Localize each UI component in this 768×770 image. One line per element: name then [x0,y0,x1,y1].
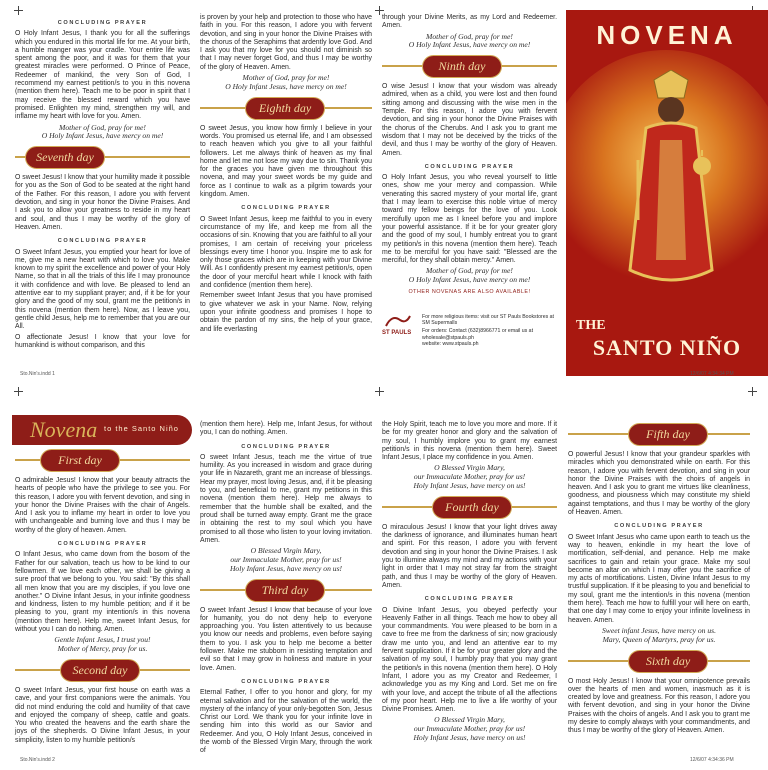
concluding-prayer-heading: CONCLUDING PRAYER [57,20,148,26]
prayer-paragraph: O Divine Infant Jesus, you obeyed perfectly your Heavenly Father in all things. Teach me how to obey all your commandments. You were pleased to be born in a cave to free me from the darkness of sin; now graciously draw me unto you, and lend an attentive ear to my fervent supplication. If it be for your greater glory and the salvation of my soul, I humbly pray that you may grant the petition/s in this novena (mention them here). O Holy Infant, I adore you as my Creator and Redeemer, I acknowledge you as my King and Lord. Set me on fire with your love, and accept the tribute of all the affections of my poor heart. Help me to live a life worthy of your Divine Promises. Amen. [382,606,557,714]
banner-subtitle: to the Santo Niño [104,424,179,433]
prayer-paragraph: O Holy Infant Jesus, I thank you for all the sufferings which you endured in this mortal life for me. At your birth, a humble manger was your cradle. Your entire life was spent among the poor, and it was for them that your greatest miracles were performed. O Prince of Peace, Redeemer of mankind, the very Son of God, I recommend my earnest petition/s to you in this novena (mention them here). Teach me to be poor in spirit that I may receive the blessed reward which you have promised. Enlighten my mind, strengthen my will, and inflame my heart with love for you. Amen. [15,30,190,121]
prayer-paragraph: O sweet Jesus, you know how firmly I believe in your words. You promised us eternal life, and I am obsessed to reach heaven which you give to all your faithful followers. Let me always think of heaven as my final home and let me not lose my way due to sin. Thank you for the graces you have given me throughout this novena, and may your sweet words be my guide and force as I continue to walk as a pilgrim towards your kingdom. Amen. [200,124,372,199]
prayer-paragraph: through your Divine Merits, as my Lord and Redeemer. Amen. [382,14,557,30]
text-column-1 [15,447,190,747]
day-label: First day [40,449,120,472]
prayer-paragraph: O sweet Infant Jesus, teach me the virtue of true humility. As you increased in wisdom and grace during your life in Nazareth, grant me an increase of blessings. Hear my prayer, most loving Jesus, and, if it be pleasing to you, and beneficial to me, grant my petitions in this novena (mention them here). Help me always to remember that the humble shall be exalted, and the proud shall be turned away empty. Grant me the grace in obtaining the rest to my soul which you have promised to all those who listen to your loving invitation. Amen. [200,453,372,544]
file-footer: Sto.Nin's.indd 2 [20,757,55,763]
prayer-paragraph: O powerful Jesus! I know that your grandeur sparkles with miracles which you demonstrated while on earth. For this reason, I adore you with fervent devotion, and sing in your honor the Divine Praises with the choirs of angels in heaven. And I ask you to grant me virtues like cleanliness, goodness, and piousness which may constitute my shield against temptations, and thus I may be worthy of the glory of Heaven. Amen. [568,451,750,517]
invocation: O Blessed Virgin Mary, [434,463,505,473]
file-footer: Sto.Nin's.indd 1 [20,371,55,377]
concluding-prayer-heading: CONCLUDING PRAYER [241,443,331,450]
invocation: O Blessed Virgin Mary, [434,715,505,725]
prayer-paragraph: O Sweet Infant Jesus, you emptied your heart for love of me, give me a new heart with which to love you. Make known to my spirit the excellence and power of your Holy Name, so that in all the trials of this life I may pronounce it with confidence and with love. Be pleased to lend an attentive ear to my suppliant prayer; and, if it be for your glory and the good of my soul, grant me the petition/s in this novena (mention them here). Now, as I leave you, gentle child Jesus, help me to remember that you are our All. [15,248,190,331]
text-column-4 [568,421,750,738]
novena-title-banner [12,415,192,445]
prayer-paragraph: O Sweet Infant Jesus, keep me faithful to you in every circumstance of my life, and keep me from all the occasions of sin. Knowing that you are faithful to all your promises, I am certain of receiving your priceless blessings every time I honor you. Inspire me to ask for only those graces which are in keeping with your Divine Will. As I confidently present my earnest petition/s, open the door of your merciful heart while I knock with faith and confidence (mention them here). [200,215,372,290]
cover-santo-nino: SANTO NIÑO [592,335,742,360]
banner-novena: Novena [30,417,98,442]
day-header-fourth [382,494,557,521]
crop-mark [14,387,23,396]
publisher-logo-text: ST PAULS [382,330,412,337]
invocation: O Blessed Virgin Mary, [250,546,322,556]
day-header-eighth [200,95,372,122]
day-header-first [15,447,190,474]
concluding-prayer-heading: CONCLUDING PRAYER [424,163,515,170]
prayer-paragraph: O wise Jesus! I know that your wisdom was already admired, when as a child, you were lost and then found sitting among and discussing with the wise men in the Temple. For this reason, I adore you with fervent devotion, and sing in your honor the Divine Praises with the chorus of the Cherubs. And I ask you to grant me wisdom that I may not be deceived by the tricks of the devil, and thus I may be worthy of the glory of Heaven. Amen. [382,83,557,157]
prayer-paragraph: O Holy Infant Jesus, you who reveal yourself to little ones, show me your mercy and compassion. While venerating this sacred mystery of your mortal life, grant that I may learn to exercise this noble virtue of mercy toward my fellow beings for the love of you. Look mercifully upon me as I kneel before you and implore your powerful assistance. If it be for your greater glory and the good of my soul, I humbly entreat you to grant my petition/s in this novena (mention them here). Teach me to be merciful for you have said: "Blessed are the merciful, for they shall obtain mercy." Amen. [382,174,557,265]
invocation: Mother of Mercy, pray for us. [57,644,148,654]
invocation: O Holy Infant Jesus, have mercy on me! [225,81,347,91]
concluding-prayer-heading: CONCLUDING PRAYER [57,541,148,548]
invocation: Mother of God, pray for me! [426,31,513,41]
concluding-prayer-heading: CONCLUDING PRAYER [57,238,148,245]
invocation: O Holy Infant Jesus, have mercy on me! [408,275,531,285]
invocation: Sweet infant Jesus, have mercy on us. [601,625,717,635]
booklet-page-2 [0,385,768,770]
invocation: Mother of God, pray for me! [426,266,513,276]
invocation: Mother of God, pray for me! [242,73,330,83]
concluding-prayer-heading: CONCLUDING PRAYER [424,596,515,603]
prayer-paragraph: Eternal Father, I offer to you honor and glory, for my eternal salvation and for the salvation of the world, the mystery of the infancy of your only-begotten Son, Jesus Christ our Lord. We thank you for your infinite love in sending him into this world as our Savior and Redeemer. And you, O Holy Infant Jesus, conceived in the womb of the Blessed Virgin Mary, through the work of [200,689,372,755]
cover-panel [566,10,768,376]
day-label: Ninth day [422,55,502,78]
day-header-ninth [382,53,557,80]
invocation: O Holy Infant Jesus, have mercy on me! [41,131,164,141]
publisher-info [422,314,557,347]
prayer-paragraph: O sweet Jesus! I know that your humility made it possible for you as the Son of God to be seated at the right hand of the Father. For this reason, I adore you with fervent devotion, and sing in your honor the Divine Praises. And I ask you to allow your greatness to reside in my heart and soul, and thus I may be worthy of the glory of Heaven. Amen. [15,174,190,231]
file-footer-time: 12/6/07 4:34:36 PM [690,757,734,763]
invocation: O Holy Infant Jesus, have mercy on me! [408,40,531,50]
promo-line: For orders: Contact (632)8966771 or email us at wholesale@stpauls.ph [422,328,534,341]
other-novenas-note: OTHER NOVENAS ARE ALSO AVAILABLE! [408,289,531,296]
concluding-prayer-heading: CONCLUDING PRAYER [614,523,704,530]
crop-mark [748,387,757,396]
prayer-paragraph: O sweet Infant Jesus, your first house on earth was a cave, and your first companions were the animals. You did not mind enduring the cold and humility of that cave and enjoyed the company of sheep, cattle and goats. You who created the heavens and the earth share the joys of the shepherds. O Divine Infant Jesus, in your simplicity, listen to my humble petition/s [15,686,190,744]
day-label: Fourth day [432,496,512,519]
invocation: Gentle Infant Jesus, I trust you! [54,635,151,645]
prayer-paragraph: O admirable Jesus! I know that your beauty attracts the hearts of people who have the privilege to see you. For this reason, I adore you with fervent devotion, and sing in your honor the Divine Praises with the chair of Angels. And I ask you to inflame my heart in order to love you with unchangeable and burning love and thus I may be worthy of the glory of heaven. Amen. [15,477,190,534]
publisher-logo-icon [382,314,412,328]
prayer-paragraph: (mention them here). Help me, Infant Jesus, for without you, I can do nothing. Amen. [200,421,372,437]
prayer-paragraph: O miraculous Jesus! I know that your light drives away the darkness of ignorance, and illuminates human heart and spirit. For this reason, I adore you with fervent devotion and sing in your honor the Divine Praises. I ask you to illumine always my mind and my actions with your light in order that I may not stray far from the straight path, and thus I may be worthy of the glory of Heaven. Amen. [382,523,557,589]
crop-mark [375,387,384,396]
invocation: Mother of God, pray for me! [59,122,146,132]
cover-title: NOVENA [596,20,738,50]
prayer-paragraph: O sweet Infant Jesus! I know that because of your love for humanity, you do not deny help to everyone approaching you. You listen attentively to us because you know our needs and problems, even before saying them to you. I ask you to help me become a better follower. Make me stubborn in resisting temptation and evil so that I may grow in holiness and mature in your love. Amen. [200,606,372,672]
invocation: our Immaculate Mother, pray for us! [230,554,342,564]
invocation: Holy Infant Jesus, have mercy on us! [413,481,526,491]
invocation: Holy Infant Jesus, have mercy on us! [413,733,526,742]
publisher-box [380,312,560,362]
prayer-paragraph: O Infant Jesus, who came down from the bosom of the Father for our salvation, teach us how to be kind to our fellowmen. If we love each other, we shall be giving a sure proof that we belong to you. You said: "By this shall all men know that you are my disciples, if you love one another." O Divine Infant Jesus, in your infinite goodness and kindness, listen to my humble petition; and if it be pleasing to you, grant my intention/s in this novena (mention them here). Help me, sweet Infant Jesus, for without you I can do nothing. Amen. [15,551,190,634]
promo-line: For more religious items: visit our ST Pauls Bookstores at SM Supermalls [422,314,554,327]
prayer-paragraph: the Holy Spirit, teach me to love you more and more. If it be for my greater honor and glory and the salvation of my soul, I humbly implore you to grant my earnest petition/s in this novena (mention them here). Sweet Infant Jesus, I place my confidence in you. Amen. [382,421,557,462]
invocation: our Immaculate Mother, pray for us! [413,724,526,734]
day-header-fifth [568,421,750,448]
santo-nino-image [616,70,726,300]
promo-line: website: www.stpauls.ph [422,340,479,347]
prayer-paragraph: O affectionate Jesus! I know that your love for humankind is without comparison, and this [15,333,190,349]
day-label: Sixth day [628,650,708,673]
day-label: Second day [60,659,140,682]
text-column-3 [382,14,557,296]
day-label: Eighth day [245,97,325,120]
day-label: Fifth day [628,423,708,446]
day-label: Seventh day [25,146,105,169]
publisher-logo [382,314,412,336]
text-column-1 [15,14,190,352]
file-footer-time: 12/6/07 4:34:34 PM [690,371,734,377]
cover-the: THE [576,318,606,333]
text-column-2 [200,14,372,336]
prayer-paragraph: is proven by your help and protection to those who have faith in you. For this reason, I adore you with fervent devotion, and sing in your honor the Divine Praises with the chorus of the Seraphims that ardently love God. And I ask you that my love for you should not diminish so that I may never forget God, and thus I may be worthy of the glory of Heaven. Amen. [200,14,372,71]
concluding-prayer-heading: CONCLUDING PRAYER [241,205,331,212]
invocation: Holy Infant Jesus, have mercy on us! [229,563,343,573]
prayer-paragraph: O most Holy Jesus! I know that your omnipotence prevails over the hearts of men and women, inasmuch as it is created by love and greatness. For this reason, I adore you with fervent devotion, and sing in your honor the Divine Praises with the choirs of angels. And I ask you to grant me my desire to comply always with your commandments, and thus I may be worthy of the glory of Heaven. Amen. [568,677,750,735]
text-column-3 [382,421,557,746]
day-header-second [15,657,190,684]
day-header-sixth [568,648,750,675]
concluding-prayer-heading: CONCLUDING PRAYER [241,678,331,685]
invocation: our Immaculate Mother, pray for us! [413,472,526,482]
invocation: Mary, Queen of Martyrs, pray for us. [602,634,716,644]
text-column-2 [200,421,372,758]
prayer-paragraph: O Sweet Infant Jesus who came upon earth to teach us the way to heaven, enkindle in my heart the love of mortification, self-denial, and penance. Help me make sacrifices to gain and retain your grace. Make my soul become an altar on which I may offer you the sacrifice of my acts of mortifications. Listen, Divine Infant Jesus to my trustful supplication. If it be pleasing to you and beneficial to my soul, grant me the intention/s in this novena (mention them here). Teach me how to fulfill your will here on earth, that one day I may come to enjoy your infinite loveliness in heaven. Amen. [568,533,750,624]
day-label: Third day [245,579,325,602]
day-header-third [200,577,372,604]
prayer-paragraph: Remember sweet Infant Jesus that you have promised to give whatever we ask in your Name. Now, relying upon your infinite goodness and promises I hope to obtain the pardon of my sins, the help of your grace, and life everlasting [200,292,372,333]
day-header-seventh [15,144,190,171]
